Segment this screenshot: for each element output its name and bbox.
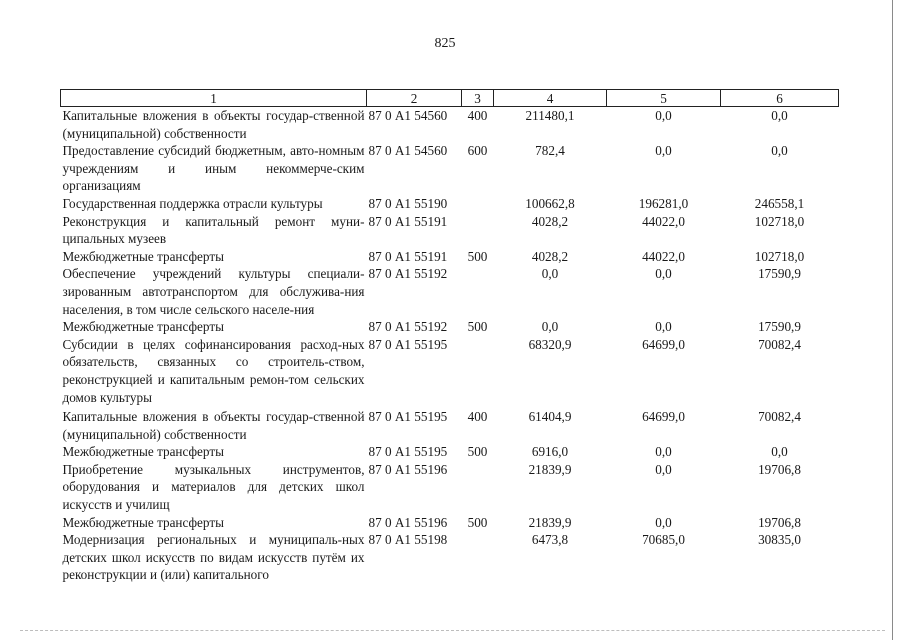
column-header: 3 — [462, 90, 494, 107]
row-value-year2: 44022,0 — [642, 213, 685, 229]
row-value-year1: 61404,9 — [528, 409, 572, 425]
row-name: Предоставление субсидий бюджетным, авто-номным учреждениям и иным некоммерче-ским организациям — [62, 143, 365, 194]
row-code: 87 0 А1 55190 — [368, 195, 448, 211]
row-value-year2: 0,0 — [655, 461, 672, 477]
row-name: Межбюджетные трансферты — [62, 444, 224, 460]
row-value-year1: 21839,9 — [528, 461, 572, 477]
row-value-year2: 0,0 — [655, 108, 672, 123]
row-value-year1: 4028,2 — [531, 248, 569, 264]
row-value-year3: 0,0 — [771, 108, 788, 123]
row-name: Государственная поддержка отрасли культуры — [62, 195, 323, 211]
row-expense-type — [462, 213, 494, 248]
budget-table — [60, 89, 839, 584]
table-row — [61, 531, 839, 584]
table-row — [61, 265, 839, 318]
row-expense-type: 400 — [467, 409, 488, 425]
row-code: 87 0 А1 55191 — [368, 248, 448, 264]
row-value-year1: 21839,9 — [528, 514, 572, 530]
row-value-year2: 0,0 — [655, 514, 672, 530]
row-value-year2: 64699,0 — [642, 409, 685, 425]
row-value-year2: 70685,0 — [642, 532, 685, 548]
row-value-year3: 70082,4 — [758, 409, 801, 425]
row-value-year2: 196281,0 — [638, 195, 689, 211]
row-name: Капитальные вложения в объекты государ-ственной (муниципальной) собственности — [62, 108, 365, 141]
row-value-year2: 0,0 — [655, 319, 672, 335]
row-expense-type: 600 — [467, 143, 488, 159]
row-code: 87 0 А1 55195 — [368, 336, 448, 352]
row-value-year3: 0,0 — [771, 444, 788, 460]
table-row — [61, 443, 839, 461]
row-code: 87 0 А1 55198 — [368, 532, 448, 548]
table-row — [61, 461, 839, 514]
column-header: 5 — [607, 90, 721, 107]
row-value-year1: 0,0 — [541, 266, 559, 282]
row-value-year3: 102718,0 — [754, 248, 805, 264]
table-row — [61, 248, 839, 266]
row-expense-type — [462, 265, 494, 318]
row-value-year3: 17590,9 — [758, 319, 801, 335]
page-bottom-border — [20, 630, 885, 631]
row-name: Субсидии в целях софинансирования расход-ных обязательств, связанных со строитель-ством, реконструкцией и капитальным ремон-том сельских домов культуры — [62, 336, 365, 405]
row-value-year1: 6473,8 — [531, 532, 569, 548]
row-value-year3: 0,0 — [771, 143, 788, 159]
table-row — [61, 107, 839, 143]
row-value-year3: 30835,0 — [758, 532, 801, 548]
row-expense-type — [462, 336, 494, 406]
row-value-year2: 0,0 — [655, 143, 672, 159]
column-header: 4 — [494, 90, 607, 107]
row-expense-type: 500 — [467, 514, 488, 530]
row-code: 87 0 А1 54560 — [368, 143, 448, 159]
table-row — [61, 406, 839, 443]
row-expense-type: 500 — [467, 319, 488, 335]
row-name: Межбюджетные трансферты — [62, 514, 224, 530]
row-expense-type — [462, 195, 494, 213]
row-value-year1: 0,0 — [541, 319, 559, 335]
row-expense-type — [462, 461, 494, 514]
page-edge-line — [892, 0, 893, 640]
row-code: 87 0 А1 55192 — [368, 266, 448, 282]
row-value-year1: 6916,0 — [531, 444, 569, 460]
row-name: Обеспечение учреждений культуры специали-зированным автотранспортом для обслужива-ния населения, в том числе сельского населе-ния — [62, 266, 365, 317]
row-value-year2: 0,0 — [655, 444, 672, 460]
row-value-year3: 102718,0 — [754, 213, 805, 229]
row-value-year1: 68320,9 — [528, 336, 572, 352]
row-name: Реконструкция и капитальный ремонт муни-ципальных музеев — [62, 213, 365, 247]
row-code: 87 0 А1 55196 — [368, 514, 448, 530]
column-header: 2 — [367, 90, 462, 107]
row-code: 87 0 А1 54560 — [368, 108, 448, 123]
row-value-year2: 64699,0 — [642, 336, 685, 352]
table-header-row — [61, 90, 839, 107]
row-name: Межбюджетные трансферты — [62, 248, 224, 264]
row-value-year1: 782,4 — [535, 143, 565, 159]
row-code: 87 0 А1 55195 — [368, 409, 448, 425]
row-value-year1: 211480,1 — [525, 108, 575, 123]
row-value-year1: 4028,2 — [531, 213, 569, 229]
row-value-year1: 100662,8 — [525, 195, 575, 211]
row-name: Капитальные вложения в объекты государ-ственной (муниципальной) собственности — [62, 409, 365, 442]
row-expense-type: 400 — [467, 108, 488, 123]
table-row — [61, 195, 839, 213]
table-row — [61, 213, 839, 248]
row-name: Приобретение музыкальных инструментов, оборудования и материалов для детских школ искусств и училищ — [62, 461, 365, 513]
row-expense-type: 500 — [467, 248, 488, 264]
row-name: Межбюджетные трансферты — [62, 319, 224, 335]
column-header: 1 — [61, 90, 367, 107]
row-value-year3: 17590,9 — [758, 266, 801, 282]
column-header: 6 — [721, 90, 839, 107]
row-value-year2: 0,0 — [655, 266, 672, 282]
row-value-year3: 246558,1 — [754, 195, 805, 211]
row-code: 87 0 А1 55195 — [368, 444, 448, 460]
row-value-year3: 70082,4 — [758, 336, 801, 352]
row-value-year3: 19706,8 — [758, 514, 801, 530]
table-row — [61, 336, 839, 406]
row-value-year2: 44022,0 — [642, 248, 685, 264]
row-code: 87 0 А1 55192 — [368, 319, 448, 335]
row-name: Модернизация региональных и муниципаль-ных детских школ искусств по видам искусств путём их реконструкции и (или) капитального — [62, 532, 365, 583]
row-value-year3: 19706,8 — [758, 461, 801, 477]
table-row — [61, 142, 839, 195]
table-row — [61, 318, 839, 336]
row-expense-type — [462, 531, 494, 584]
row-code: 87 0 А1 55191 — [368, 213, 448, 229]
table-row — [61, 514, 839, 532]
row-code: 87 0 А1 55196 — [368, 461, 448, 477]
page-number: 825 — [434, 36, 456, 51]
row-expense-type: 500 — [467, 444, 488, 460]
